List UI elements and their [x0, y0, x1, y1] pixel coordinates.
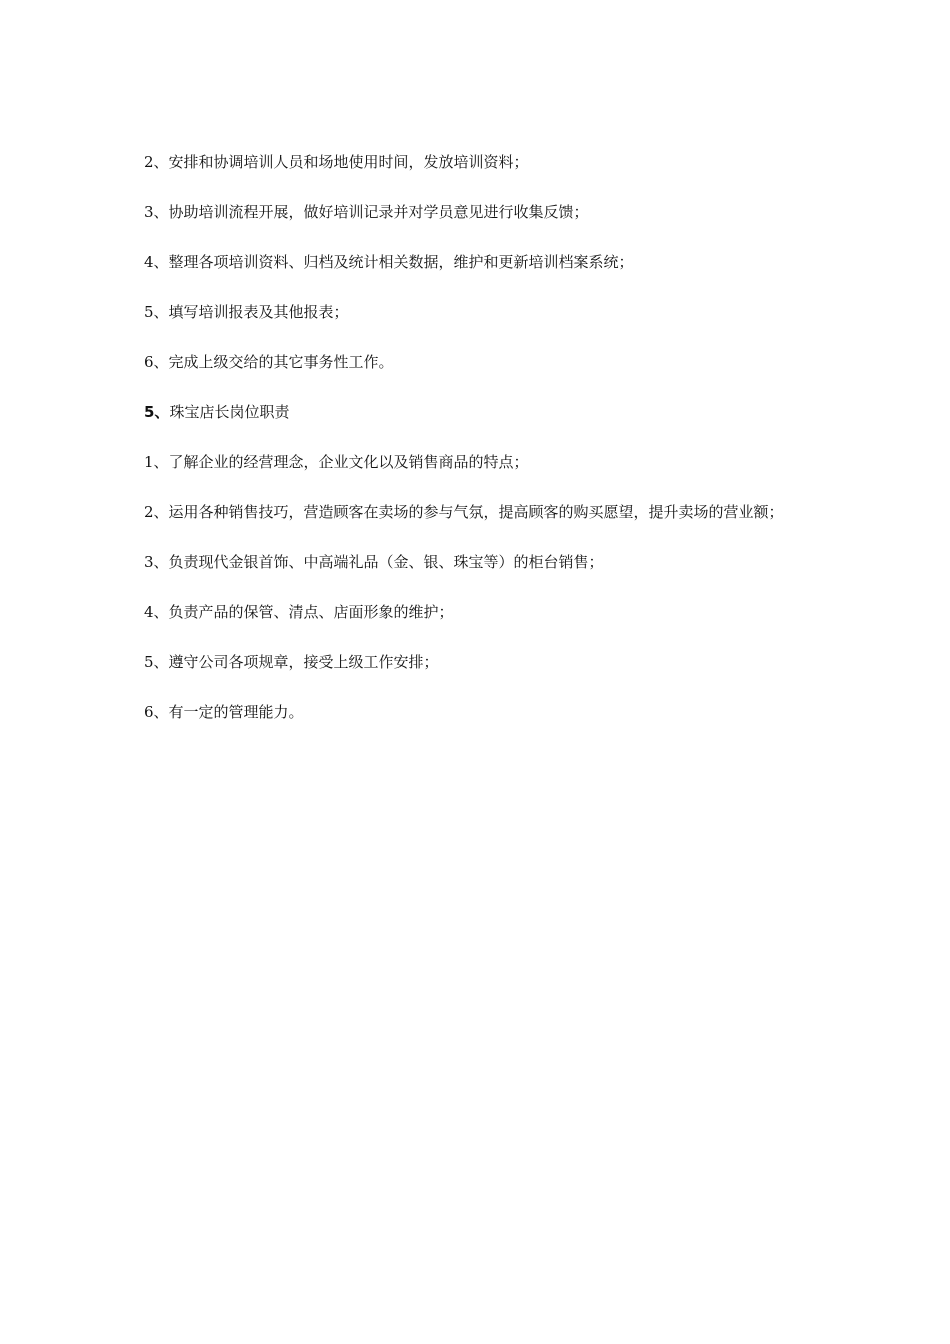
section-heading-title: 珠宝店长岗位职责: [169, 403, 290, 421]
list-item: 3、负责现代金银首饰、中高端礼品（金、银、珠宝等）的柜台销售；: [144, 553, 604, 571]
list-item: 2、安排和协调培训人员和场地使用时间，发放培训资料；: [144, 153, 529, 171]
list-item: 6、有一定的管理能力。: [144, 703, 304, 721]
section-heading-number: 5、: [144, 403, 170, 421]
list-item: 4、整理各项培训资料、归档及统计相关数据，维护和更新培训档案系统；: [144, 253, 634, 271]
list-item: 3、协助培训流程开展，做好培训记录并对学员意见进行收集反馈；: [144, 203, 589, 221]
document-body: [144, 150, 816, 750]
section-heading: [144, 400, 816, 424]
list-item: 4、负责产品的保管、清点、店面形象的维护；: [144, 603, 454, 621]
list-item: 6、完成上级交给的其它事务性工作。: [144, 353, 394, 371]
list-item: 5、遵守公司各项规章，接受上级工作安排；: [144, 653, 439, 671]
list-item: 5、填写培训报表及其他报表；: [144, 303, 349, 321]
list-item: 2、运用各种销售技巧，营造顾客在卖场的参与气氛，提高顾客的购买愿望，提升卖场的营业额；: [144, 503, 784, 521]
list-item: 1、了解企业的经营理念，企业文化以及销售商品的特点；: [144, 453, 529, 471]
